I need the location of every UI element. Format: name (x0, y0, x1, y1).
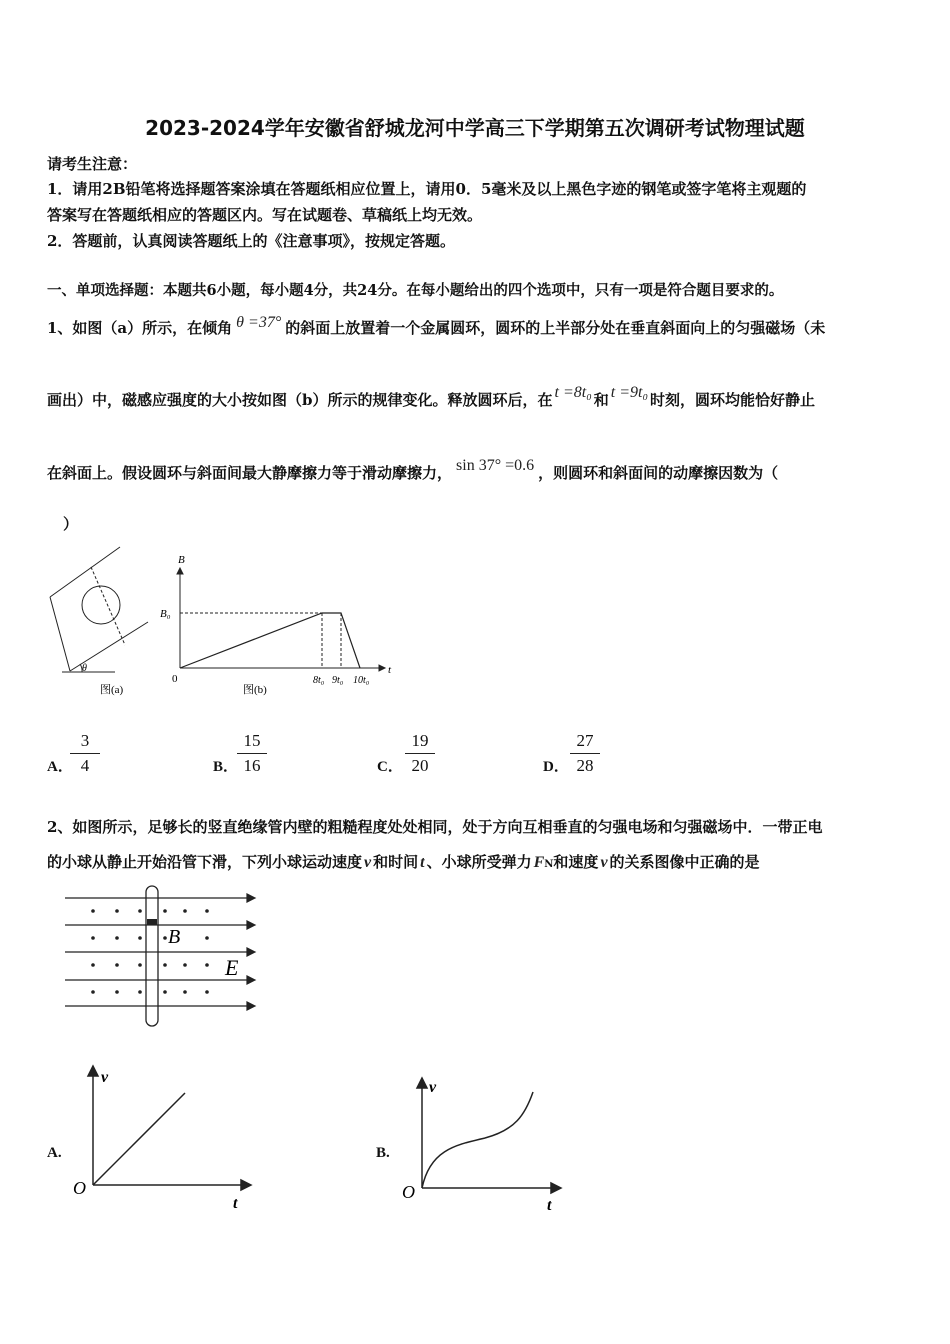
y-arrow (177, 568, 183, 574)
q1-figure-a (40, 540, 160, 700)
notice-heading: 请考生注意： (47, 155, 138, 173)
fig-b-b0: B₀ (160, 608, 171, 620)
q1-line-2: 画出）中，磁感应强度的大小按如图（b）所示的规律变化。释放圆环后，在 t =8t₀ 和 t =9t₀ 时刻，圆环均能恰好静止 (47, 384, 816, 409)
fig-b-origin: 0 (172, 673, 178, 685)
b-field-label: B (168, 926, 181, 948)
notice-line-1: 1．请用2B铅笔将选择题答案涂填在答题纸相应位置上，请用0．5毫米及以上黑色字迹的钢笔或签字笔将主观题的 (47, 180, 807, 198)
q1-line-1: 1、如图（a）所示，在倾角 θ =37° 的斜面上放置着一个金属圆环，圆环的上半部分处在垂直斜面向上的匀强磁场（未 (47, 314, 826, 337)
x-arrow (379, 665, 385, 671)
xlabel-t: t (233, 1195, 238, 1212)
fig-b-caption: 图(b) (243, 684, 267, 696)
q1-line-3: 在斜面上。假设圆环与斜面间最大静摩擦力等于滑动摩擦力， sin 37° =0.6 ，则圆环和斜面间的动摩擦因数为（ (47, 457, 779, 482)
arrow-t (241, 1180, 251, 1190)
q1-t1: t =8t₀ (554, 384, 592, 401)
q1-option-b-label[interactable]: B． (213, 759, 239, 775)
fig-a-caption: 图(a) (100, 684, 124, 696)
notice-line-3: 2．答题前，认真阅读答题纸上的《注意事项》，按规定答题。 (47, 232, 455, 250)
q1-sin: sin 37° =0.6 (456, 457, 535, 474)
q2-option-a-label[interactable]: A. (47, 1145, 62, 1161)
metal-ring (82, 586, 120, 624)
slope-top-edge (50, 547, 120, 597)
fig-b-xlabel: t (388, 664, 392, 676)
vertical-tube (146, 886, 158, 1026)
q2-option-a-graph[interactable] (65, 1060, 265, 1220)
q1-angle: θ =37° (236, 314, 282, 331)
q1-t2: t =9t₀ (610, 384, 649, 401)
origin-o: O (73, 1178, 86, 1198)
slope-left-edge (50, 597, 70, 671)
q1-option-a-value[interactable]: 3 4 (70, 731, 100, 776)
q1-option-d-label[interactable]: D． (543, 759, 569, 775)
q1-option-d-value[interactable]: 27 28 (570, 731, 600, 776)
arrow-v (88, 1066, 98, 1076)
q1-option-b-value[interactable]: 15 16 (237, 731, 267, 776)
v-t-curve (422, 1092, 533, 1188)
q2-option-b-label[interactable]: B. (376, 1145, 390, 1161)
origin-o: O (402, 1182, 415, 1202)
fig-b-ylabel: B (178, 554, 185, 566)
q1-option-c-value[interactable]: 19 20 (405, 731, 435, 776)
q1-figure-b (160, 550, 400, 700)
arrow-v (417, 1078, 427, 1088)
ylabel-v: v (101, 1069, 109, 1086)
arrow-t (551, 1183, 561, 1193)
e-field-label: E (225, 955, 239, 980)
ylabel-v: v (429, 1079, 437, 1096)
tick-9t0: 9t₀ (332, 675, 344, 686)
xlabel-t: t (547, 1197, 552, 1214)
q2-field-figure (55, 880, 265, 1035)
q2-option-b-graph[interactable] (395, 1070, 585, 1220)
page-title: 2023-2024学年安徽省舒城龙河中学高三下学期第五次调研考试物理试题 (145, 116, 805, 140)
tick-10t0: 10t₀ (353, 675, 370, 686)
q2-line-2: 的小球从静止开始沿管下滑，下列小球运动速度 v 和时间 t 、小球所受弹力 FN和速度 v 的关系图像中正确的是 (47, 853, 760, 871)
theta-label: θ (82, 663, 87, 674)
v-t-line (93, 1093, 185, 1185)
section-heading: 一、单项选择题：本题共6小题，每小题4分，共24分。在每小题给出的四个选项中，只有一项是符合题目要求的。 (47, 282, 784, 299)
notice-line-2: 答案写在答题纸相应的答题区内。写在试题卷、草稿纸上均无效。 (47, 206, 483, 224)
q1-line-4: ） (63, 515, 79, 533)
q1-option-c-label[interactable]: C． (377, 759, 403, 775)
q1-option-a-label[interactable]: A． (47, 759, 73, 775)
b-series-line (180, 613, 360, 668)
q2-line-1: 2、如图所示，足够长的竖直绝缘管内壁的粗糙程度处处相同，处于方向互相垂直的匀强电场和匀强磁场中．一带正电 (47, 818, 823, 836)
charged-ball (147, 919, 157, 925)
tick-8t0: 8t₀ (313, 675, 325, 686)
